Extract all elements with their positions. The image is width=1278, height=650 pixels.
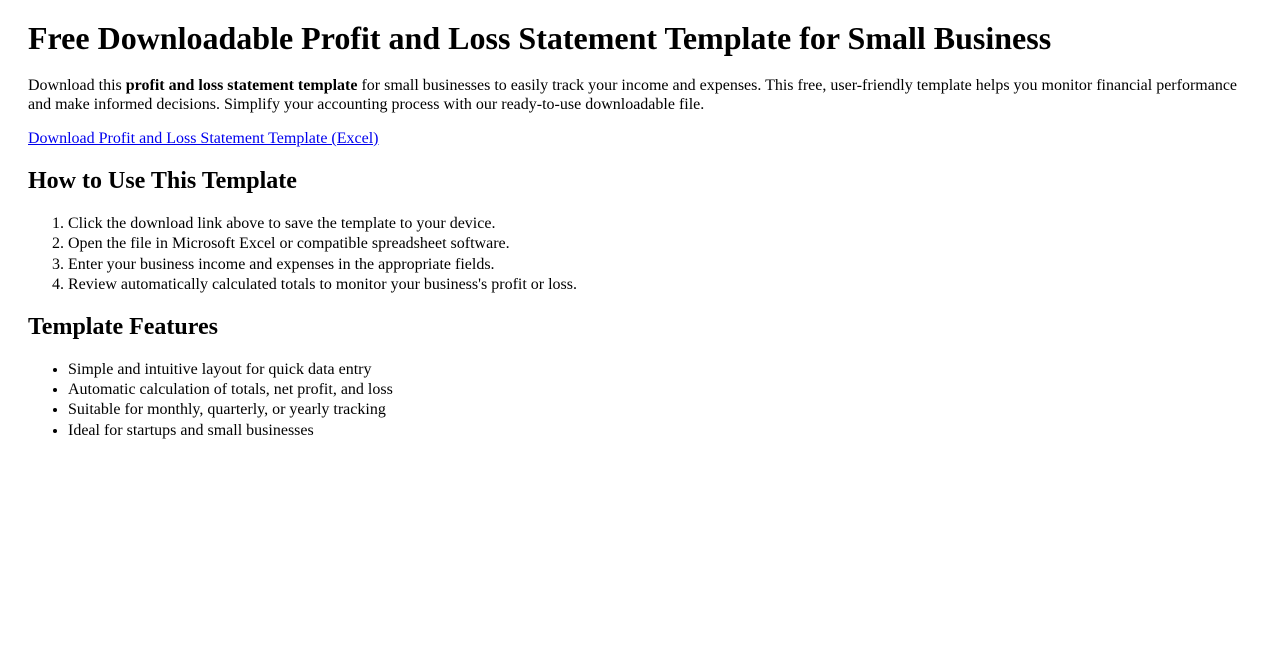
how-to-heading: How to Use This Template — [28, 168, 297, 195]
feature-item: • Simple and intuitive layout for quick data entry — [68, 361, 1250, 379]
download-link-line — [28, 130, 1250, 148]
feature-item: • Suitable for monthly, quarterly, or yearly tracking — [68, 401, 1250, 419]
intro-text-bold: profit and loss statement template — [125, 77, 358, 95]
intro-text-after: for small businesses to easily track your income and expenses. This free, user-friendly template helps you monitor financial performance and make informed decisions. Simplify your accounting process with our ready-to-use downloadable file. — [28, 77, 1238, 113]
page-title: Free Downloadable Profit and Loss Statement Template for Small Business — [28, 20, 1052, 56]
feature-item: • Automatic calculation of totals, net profit, and loss — [68, 381, 1250, 399]
intro-paragraph — [28, 77, 1250, 114]
features-list — [28, 361, 1250, 441]
features-heading: Template Features — [28, 314, 218, 341]
how-to-step: 3. Enter your business income and expenses in the appropriate fields. — [68, 256, 1250, 274]
feature-item: • Ideal for startups and small businesses — [68, 422, 1250, 440]
how-to-step: 1. Click the download link above to save the template to your device. — [68, 215, 1250, 233]
download-template-link[interactable]: Download Profit and Loss Statement Template (Excel) — [28, 129, 379, 147]
how-to-step: 4. Review automatically calculated totals to monitor your business's profit or loss. — [68, 276, 1250, 294]
how-to-steps-list — [28, 215, 1250, 295]
how-to-step: 2. Open the file in Microsoft Excel or compatible spreadsheet software. — [68, 235, 1250, 253]
intro-text-before: Download this — [28, 77, 126, 95]
